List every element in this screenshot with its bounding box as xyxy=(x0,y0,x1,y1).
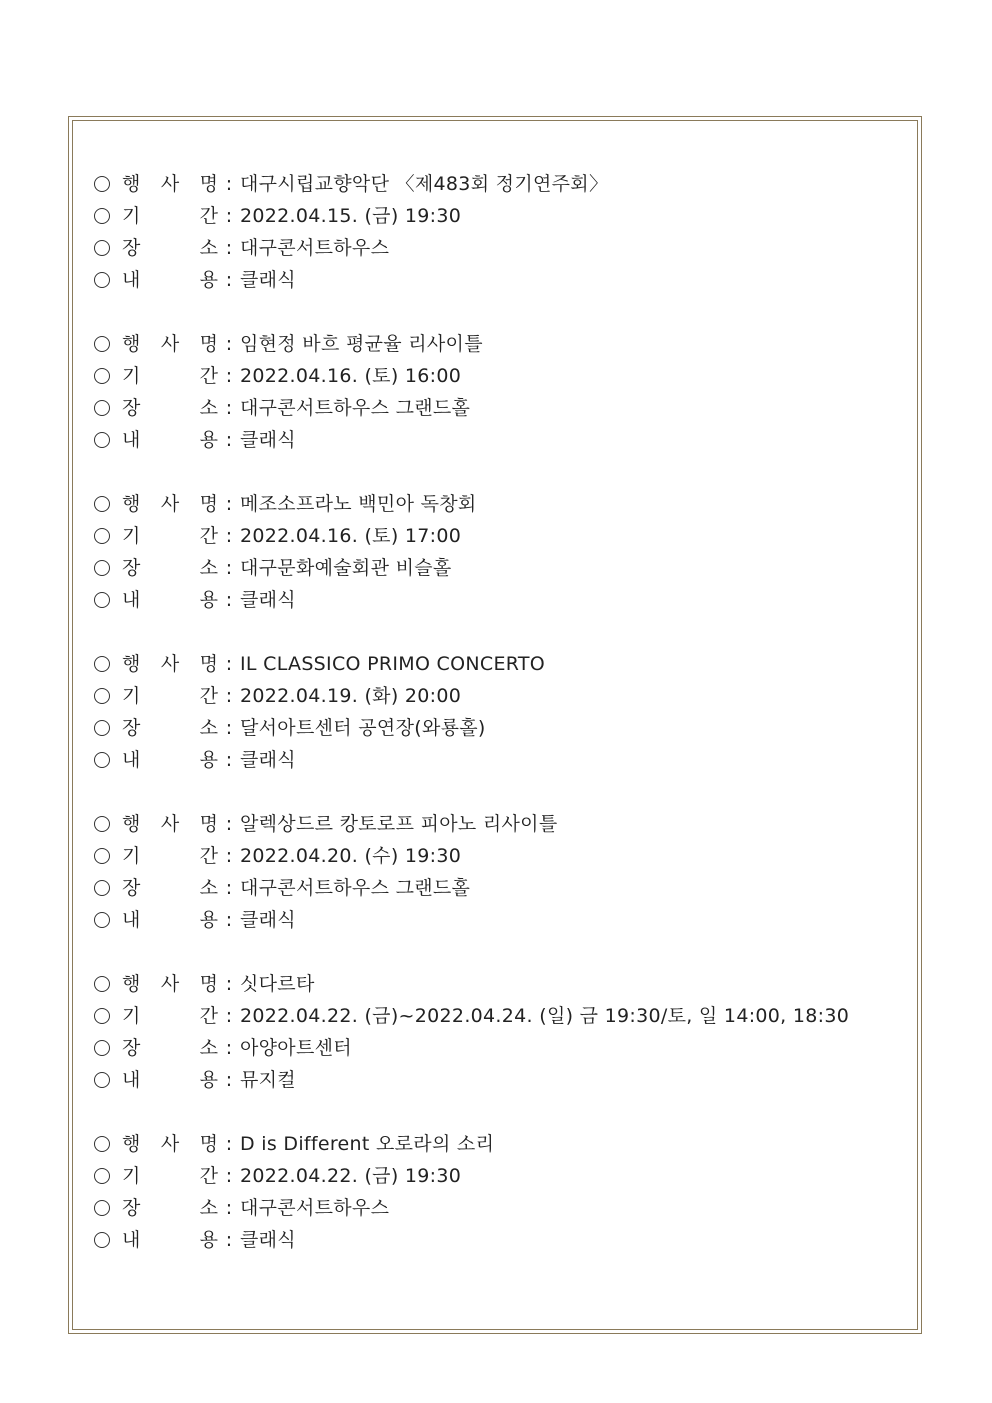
event-place-value: 대구문화예술회관 비슬홀 xyxy=(240,557,452,579)
circle-bullet-icon xyxy=(94,656,110,672)
field-label-char: 기 xyxy=(122,365,141,387)
field-label-period xyxy=(122,840,218,872)
event-name-value: 대구시립교향악단 〈제483회 정기연주회〉 xyxy=(240,173,609,195)
field-label-period xyxy=(122,200,218,232)
field-label-char: 명 xyxy=(199,1133,218,1155)
field-label-content xyxy=(122,264,218,296)
circle-bullet-icon xyxy=(94,1232,110,1248)
field-label-char: 사 xyxy=(160,973,180,995)
field-label-name xyxy=(122,648,218,680)
field-colon: : xyxy=(225,429,233,451)
field-colon: : xyxy=(225,717,233,739)
field-colon: : xyxy=(225,173,233,195)
field-label-period xyxy=(122,680,218,712)
field-colon: : xyxy=(225,1133,233,1155)
field-label-char: 사 xyxy=(160,1133,180,1155)
event-content-value: 클래식 xyxy=(240,749,296,771)
field-label-place xyxy=(122,552,218,584)
event-period-value: 2022.04.22. (금)~2022.04.24. (일) 금 19:30/토, 일 14:00, 18:30 xyxy=(240,1005,850,1027)
field-label-place xyxy=(122,1032,218,1064)
field-label-char: 사 xyxy=(160,493,180,515)
field-label-char: 용 xyxy=(199,429,218,451)
field-label-char: 간 xyxy=(199,205,218,227)
field-label-char: 장 xyxy=(122,1197,141,1219)
field-colon: : xyxy=(225,365,233,387)
field-colon: : xyxy=(225,1037,233,1059)
field-colon: : xyxy=(225,493,233,515)
field-label-char: 행 xyxy=(122,973,141,995)
field-label-place xyxy=(122,712,218,744)
circle-bullet-icon xyxy=(94,1168,110,1184)
field-label-char: 명 xyxy=(199,813,218,835)
field-colon: : xyxy=(225,749,233,771)
field-label-char: 소 xyxy=(199,397,218,419)
field-label-char: 행 xyxy=(122,333,141,355)
event-place-value: 아양아트센터 xyxy=(240,1037,352,1059)
event-place-row xyxy=(94,872,894,904)
field-label-char: 소 xyxy=(199,1197,218,1219)
field-label-content xyxy=(122,1224,218,1256)
event-place-value: 대구콘서트하우스 그랜드홀 xyxy=(240,397,471,419)
field-label-char: 장 xyxy=(122,397,141,419)
event-name-value: D is Different 오로라의 소리 xyxy=(240,1133,495,1155)
circle-bullet-icon xyxy=(94,336,110,352)
field-label-char: 장 xyxy=(122,717,141,739)
field-label-char: 소 xyxy=(199,1037,218,1059)
circle-bullet-icon xyxy=(94,1008,110,1024)
circle-bullet-icon xyxy=(94,1040,110,1056)
event-content-row xyxy=(94,1064,894,1096)
field-colon: : xyxy=(225,1165,233,1187)
field-label-char: 사 xyxy=(160,333,180,355)
event-name-value: 알렉상드르 캉토로프 피아노 리사이틀 xyxy=(240,813,558,835)
field-label-name xyxy=(122,328,218,360)
field-colon: : xyxy=(225,557,233,579)
field-label-char: 소 xyxy=(199,877,218,899)
field-label-char: 장 xyxy=(122,1037,141,1059)
circle-bullet-icon xyxy=(94,208,110,224)
field-label-char: 용 xyxy=(199,589,218,611)
circle-bullet-icon xyxy=(94,496,110,512)
event-name-value: 메조소프라노 백민아 독창회 xyxy=(240,493,477,515)
event-item xyxy=(94,808,894,936)
field-colon: : xyxy=(225,237,233,259)
event-place-row xyxy=(94,1192,894,1224)
circle-bullet-icon xyxy=(94,176,110,192)
field-colon: : xyxy=(225,685,233,707)
field-colon: : xyxy=(225,333,233,355)
field-label-char: 내 xyxy=(122,1229,141,1251)
circle-bullet-icon xyxy=(94,720,110,736)
event-name-value: IL CLASSICO PRIMO CONCERTO xyxy=(240,653,546,675)
field-label-char: 행 xyxy=(122,653,141,675)
field-label-content xyxy=(122,424,218,456)
field-label-char: 용 xyxy=(199,1069,218,1091)
event-period-row xyxy=(94,680,894,712)
field-label-char: 기 xyxy=(122,205,141,227)
event-period-value: 2022.04.19. (화) 20:00 xyxy=(240,685,462,707)
event-item xyxy=(94,1128,894,1256)
field-label-char: 사 xyxy=(160,173,180,195)
field-label-char: 기 xyxy=(122,1005,141,1027)
field-colon: : xyxy=(225,813,233,835)
field-label-name xyxy=(122,808,218,840)
field-label-char: 내 xyxy=(122,909,141,931)
event-period-value: 2022.04.15. (금) 19:30 xyxy=(240,205,462,227)
field-label-char: 내 xyxy=(122,1069,141,1091)
field-label-period xyxy=(122,520,218,552)
event-period-row xyxy=(94,1000,894,1032)
field-label-char: 장 xyxy=(122,557,141,579)
field-label-char: 용 xyxy=(199,269,218,291)
field-label-char: 행 xyxy=(122,173,141,195)
event-period-row xyxy=(94,360,894,392)
field-label-char: 기 xyxy=(122,685,141,707)
field-colon: : xyxy=(225,397,233,419)
circle-bullet-icon xyxy=(94,880,110,896)
field-colon: : xyxy=(225,1229,233,1251)
field-label-period xyxy=(122,1160,218,1192)
circle-bullet-icon xyxy=(94,240,110,256)
event-place-value: 달서아트센터 공연장(와룡홀) xyxy=(240,717,486,739)
field-label-period xyxy=(122,1000,218,1032)
field-label-name xyxy=(122,168,218,200)
circle-bullet-icon xyxy=(94,528,110,544)
circle-bullet-icon xyxy=(94,816,110,832)
event-content-value: 클래식 xyxy=(240,909,296,931)
field-label-char: 명 xyxy=(199,973,218,995)
field-label-content xyxy=(122,904,218,936)
event-name-row xyxy=(94,968,894,1000)
field-label-char: 장 xyxy=(122,877,141,899)
event-period-value: 2022.04.16. (토) 17:00 xyxy=(240,525,462,547)
field-label-char: 간 xyxy=(199,1005,218,1027)
field-label-char: 용 xyxy=(199,909,218,931)
event-content-row xyxy=(94,424,894,456)
event-content-row xyxy=(94,1224,894,1256)
field-label-name xyxy=(122,488,218,520)
field-colon: : xyxy=(225,909,233,931)
field-label-char: 명 xyxy=(199,493,218,515)
circle-bullet-icon xyxy=(94,1072,110,1088)
field-colon: : xyxy=(225,845,233,867)
field-label-char: 소 xyxy=(199,237,218,259)
field-label-content xyxy=(122,1064,218,1096)
event-name-row xyxy=(94,808,894,840)
circle-bullet-icon xyxy=(94,1136,110,1152)
field-label-content xyxy=(122,584,218,616)
field-label-char: 용 xyxy=(199,1229,218,1251)
circle-bullet-icon xyxy=(94,752,110,768)
field-label-char: 기 xyxy=(122,1165,141,1187)
field-label-char: 행 xyxy=(122,1133,141,1155)
field-label-char: 간 xyxy=(199,685,218,707)
field-label-char: 간 xyxy=(199,1165,218,1187)
field-label-char: 내 xyxy=(122,429,141,451)
field-colon: : xyxy=(225,1069,233,1091)
circle-bullet-icon xyxy=(94,688,110,704)
event-name-row xyxy=(94,488,894,520)
field-label-char: 명 xyxy=(199,173,218,195)
event-content-value: 클래식 xyxy=(240,269,296,291)
field-label-name xyxy=(122,1128,218,1160)
field-label-period xyxy=(122,360,218,392)
field-label-char: 내 xyxy=(122,749,141,771)
event-content-row xyxy=(94,264,894,296)
field-label-content xyxy=(122,744,218,776)
field-colon: : xyxy=(225,589,233,611)
event-place-row xyxy=(94,232,894,264)
event-name-value: 임현정 바흐 평균율 리사이틀 xyxy=(240,333,483,355)
field-label-char: 사 xyxy=(160,813,180,835)
field-label-char: 소 xyxy=(199,717,218,739)
event-content-row xyxy=(94,744,894,776)
event-content-value: 클래식 xyxy=(240,589,296,611)
field-label-char: 소 xyxy=(199,557,218,579)
event-content-row xyxy=(94,584,894,616)
event-name-value: 싯다르타 xyxy=(240,973,315,995)
event-item xyxy=(94,488,894,616)
event-period-row xyxy=(94,1160,894,1192)
field-label-name xyxy=(122,968,218,1000)
event-place-value: 대구콘서트하우스 xyxy=(240,237,390,259)
event-content-value: 클래식 xyxy=(240,1229,296,1251)
event-place-value: 대구콘서트하우스 그랜드홀 xyxy=(240,877,471,899)
circle-bullet-icon xyxy=(94,432,110,448)
event-name-row xyxy=(94,1128,894,1160)
event-list xyxy=(94,168,894,1288)
field-label-place xyxy=(122,1192,218,1224)
circle-bullet-icon xyxy=(94,592,110,608)
event-place-value: 대구콘서트하우스 xyxy=(240,1197,390,1219)
event-period-row xyxy=(94,200,894,232)
event-place-row xyxy=(94,1032,894,1064)
field-label-char: 행 xyxy=(122,493,141,515)
event-item xyxy=(94,168,894,296)
event-content-row xyxy=(94,904,894,936)
field-colon: : xyxy=(225,877,233,899)
circle-bullet-icon xyxy=(94,560,110,576)
field-label-char: 기 xyxy=(122,845,141,867)
event-name-row xyxy=(94,648,894,680)
field-label-place xyxy=(122,872,218,904)
event-period-value: 2022.04.16. (토) 16:00 xyxy=(240,365,462,387)
circle-bullet-icon xyxy=(94,848,110,864)
circle-bullet-icon xyxy=(94,400,110,416)
circle-bullet-icon xyxy=(94,1200,110,1216)
event-item xyxy=(94,328,894,456)
circle-bullet-icon xyxy=(94,272,110,288)
event-content-value: 뮤지컬 xyxy=(240,1069,296,1091)
field-label-char: 용 xyxy=(199,749,218,771)
field-label-place xyxy=(122,392,218,424)
event-period-row xyxy=(94,520,894,552)
field-label-char: 내 xyxy=(122,269,141,291)
field-label-char: 간 xyxy=(199,365,218,387)
field-colon: : xyxy=(225,525,233,547)
field-label-char: 내 xyxy=(122,589,141,611)
event-name-row xyxy=(94,328,894,360)
field-colon: : xyxy=(225,269,233,291)
field-colon: : xyxy=(225,1197,233,1219)
field-label-char: 명 xyxy=(199,333,218,355)
field-colon: : xyxy=(225,973,233,995)
event-item xyxy=(94,968,894,1096)
event-name-row xyxy=(94,168,894,200)
field-label-char: 장 xyxy=(122,237,141,259)
field-label-char: 기 xyxy=(122,525,141,547)
circle-bullet-icon xyxy=(94,368,110,384)
field-colon: : xyxy=(225,653,233,675)
event-place-row xyxy=(94,392,894,424)
event-place-row xyxy=(94,552,894,584)
field-label-char: 명 xyxy=(199,653,218,675)
event-item xyxy=(94,648,894,776)
field-colon: : xyxy=(225,1005,233,1027)
field-colon: : xyxy=(225,205,233,227)
field-label-char: 행 xyxy=(122,813,141,835)
event-period-row xyxy=(94,840,894,872)
field-label-char: 사 xyxy=(160,653,180,675)
field-label-place xyxy=(122,232,218,264)
field-label-char: 간 xyxy=(199,845,218,867)
event-period-value: 2022.04.22. (금) 19:30 xyxy=(240,1165,462,1187)
field-label-char: 간 xyxy=(199,525,218,547)
event-content-value: 클래식 xyxy=(240,429,296,451)
circle-bullet-icon xyxy=(94,976,110,992)
event-period-value: 2022.04.20. (수) 19:30 xyxy=(240,845,462,867)
event-place-row xyxy=(94,712,894,744)
circle-bullet-icon xyxy=(94,912,110,928)
